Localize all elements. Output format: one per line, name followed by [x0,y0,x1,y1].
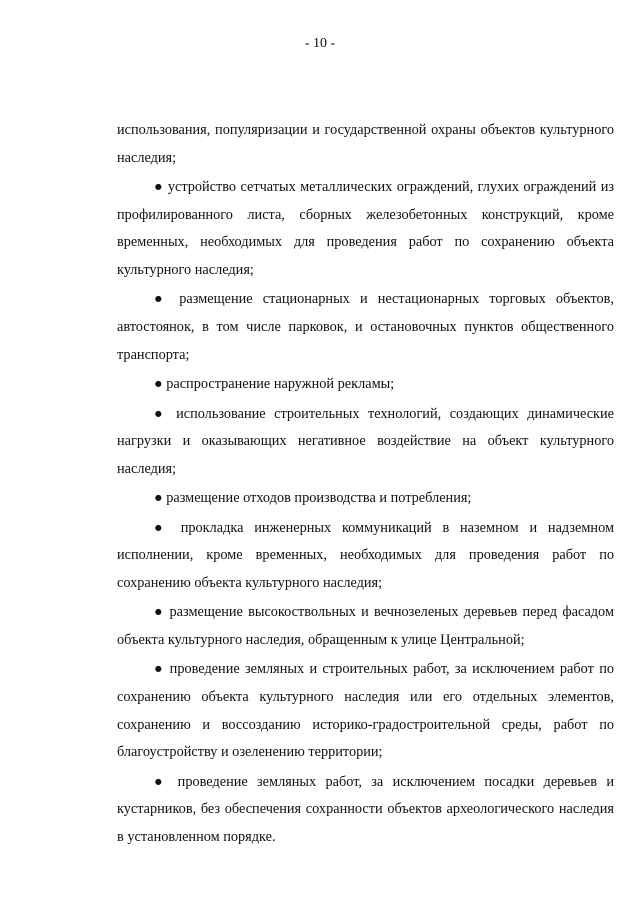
list-item-outdoor-advertising: ● распространение наружной рекламы; [154,376,395,393]
page-number: - 10 - [304,36,336,51]
paragraph-1: использования, популяризации и государственной охраны объектов культурного наследия; [117,122,614,166]
list-item-trade-objects: ● размещение стационарных и нестационарных торговых объектов, автостоянок, в том числе парковок, и остановочных пунктов общественного транспорта; [117,291,614,363]
list-item-fences: ● устройство сетчатых металлических ограждений, глухих ограждений из профилированного листа, сборных железобетонных конструкций, кроме временных, необходимых для проведения работ по сохранению объекта культурного наследия; [117,179,614,278]
document-body [117,117,614,853]
list-item-engineering-communications: ● прокладка инженерных коммуникаций в наземном и надземном исполнении, кроме временных, необходимых для проведения работ по сохранению объекта культурного наследия; [117,519,614,591]
list-item-trees: ● размещение высокоствольных и вечнозеленых деревьев перед фасадом объекта культурного наследия, обращенным к улице Центральной; [117,604,614,648]
list-item-earthworks-construction: ● проведение земляных и строительных работ, за исключением работ по сохранению объекта культурного наследия или его отдельных элементов, сохранению и воссозданию историко-градостроительной среды, работ по благоустройству и озеленению территории; [117,661,614,761]
list-item-waste-placement: ● размещение отходов производства и потребления; [154,490,472,507]
list-item-earthworks-archaeology: ● проведение земляных работ, за исключением посадки деревьев и кустарников, без обеспечения сохранности объектов археологического наследия в установленном порядке. [117,773,614,845]
list-item-construction-technologies: ● использование строительных технологий, создающих динамические нагрузки и оказывающих негативное воздействие на объект культурного наследия; [117,405,614,477]
